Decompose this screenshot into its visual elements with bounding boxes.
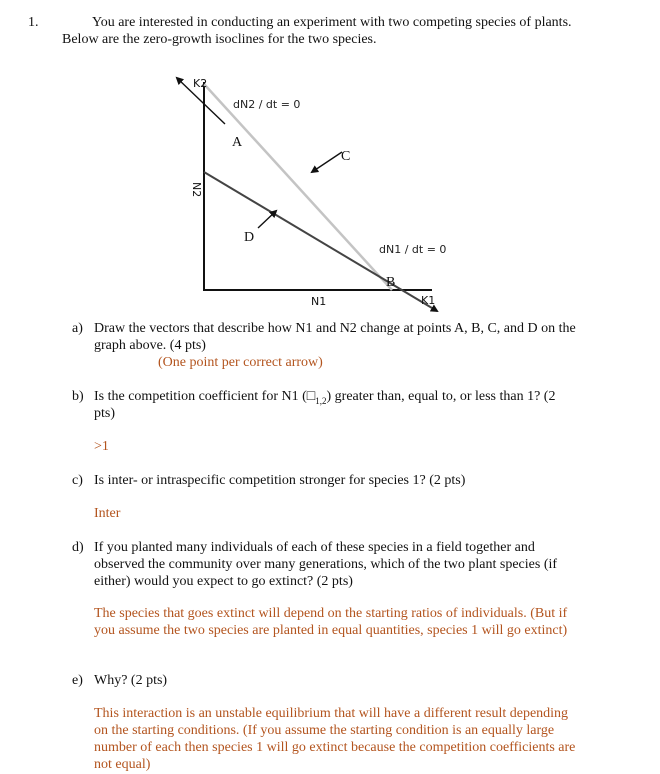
k2-label: K2 <box>193 77 208 90</box>
part-e-letter: e) <box>72 673 83 688</box>
part-b-line1: Is the competition coefficient for N1 $(□_{1,2})$ greater than, equal to, or less than 1? (2 <box>94 389 556 406</box>
part-d-line2: observed the community over many generations, which of the two plant species (if <box>94 557 558 572</box>
isocline-dn2 <box>204 84 392 290</box>
x-axis-label: N1 <box>311 295 327 308</box>
isocline-n2-label: dN2 / dt = 0 <box>233 98 301 111</box>
y-axis-label: N2 <box>190 182 203 198</box>
question-number: 1. <box>28 15 39 30</box>
part-e-answer-line1: This interaction is an unstable equilibrium that will have a different result depending <box>94 706 569 721</box>
point-b-label: B <box>386 275 396 290</box>
part-c-answer: Inter <box>94 506 121 521</box>
part-a-line1: Draw the vectors that describe how N1 and N2 change at points A, B, C, and D on the <box>94 321 576 336</box>
part-e-answer-line2: on the starting conditions. (If you assume the starting condition is an equally large <box>94 723 555 738</box>
isocline-n1-label: dN1 / dt = 0 <box>379 243 447 256</box>
arrow-d <box>258 211 276 228</box>
part-b-line2: pts) <box>94 406 115 421</box>
part-e-line1: Why? (2 pts) <box>94 673 168 688</box>
k1-label: K1 <box>421 294 436 307</box>
isocline-figure <box>0 0 660 320</box>
part-d-line3: either) would you expect to go extinct? (2 pts) <box>94 574 353 589</box>
part-c-line1: Is inter- or intraspecific competition stronger for species 1? (2 pts) <box>94 473 466 488</box>
point-d-label: D <box>244 230 255 245</box>
question-intro-line2: Below are the zero-growth isoclines for the two species. <box>62 32 377 47</box>
arrow-c <box>312 152 342 172</box>
part-d-answer-line2: you assume the two species are planted in equal quantities, species 1 will go extinct) <box>94 623 568 638</box>
part-e-answer-line3: number of each then species 1 will go extinct because the competition coefficients are <box>94 740 576 755</box>
part-d-letter: d) <box>72 540 84 555</box>
part-c-letter: c) <box>72 473 83 488</box>
part-d-line1: If you planted many individuals of each of these species in a field together and <box>94 540 535 555</box>
point-a-label: A <box>232 135 243 150</box>
point-c-label: C <box>341 149 351 164</box>
part-d-answer-line1: The species that goes extinct will depend on the starting ratios of individuals. (But if <box>94 606 568 621</box>
part-a-letter: a) <box>72 321 83 336</box>
part-e-answer-line4: not equal) <box>94 757 151 772</box>
part-a-line2: graph above. (4 pts) <box>94 338 206 353</box>
part-b-answer: >1 <box>94 439 109 454</box>
part-a-answer: (One point per correct arrow) <box>158 355 323 370</box>
part-b-letter: b) <box>72 389 84 404</box>
question-intro-line1: You are interested in conducting an experiment with two competing species of plants. <box>92 15 572 30</box>
